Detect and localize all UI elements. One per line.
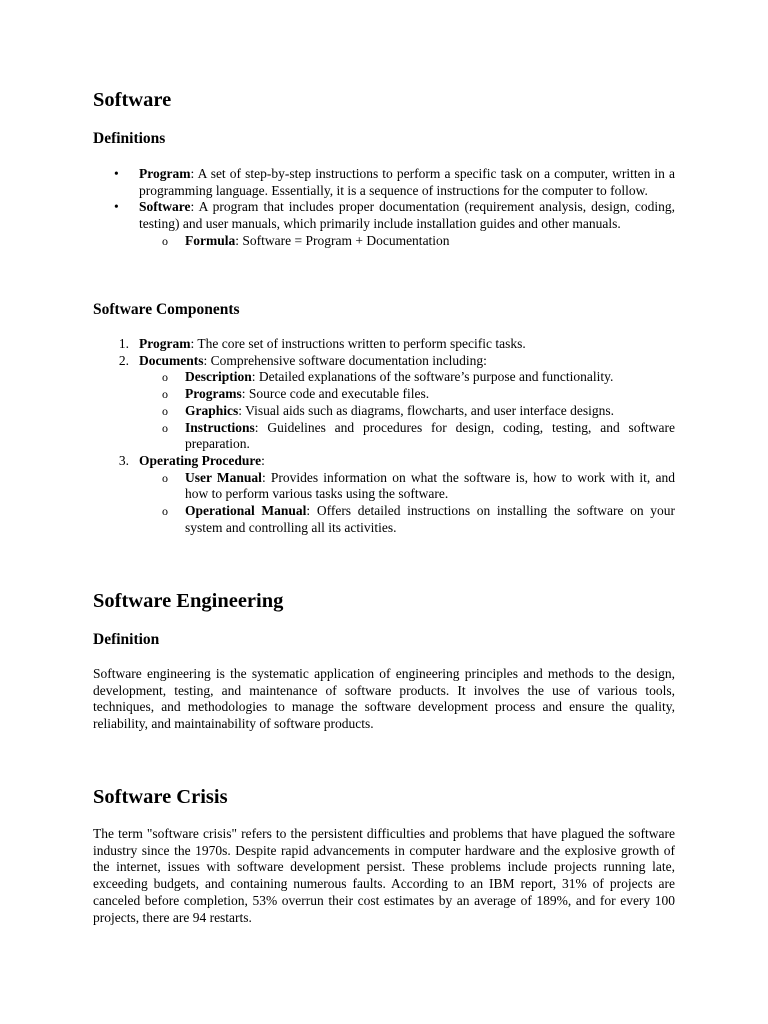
definition-text: : A program that includes proper documentation (requirement analysis, design, coding, testing) and user manuals, which primarily include installation guides and other manuals.	[139, 199, 675, 232]
sub-item-text: : Provides information on what the software is, how to work with it, and how to perform various tasks using the software.	[185, 469, 675, 502]
term-instructions: Instructions	[185, 419, 255, 435]
term-operational-manual: Operational Manual	[185, 503, 307, 519]
list-item	[93, 166, 675, 199]
component-text: :	[261, 452, 265, 468]
definitions-heading: Definitions	[93, 130, 166, 147]
term-user-manual: User Manual	[185, 469, 262, 485]
definition-heading: Definition	[93, 631, 160, 648]
sub-bullet-marker: o	[162, 470, 168, 485]
sub-list-item	[93, 403, 675, 420]
sub-item-text: : Source code and executable files.	[241, 386, 430, 402]
component-text: : The core set of instructions written to perform specific tasks.	[190, 336, 526, 351]
sub-list-item	[93, 420, 675, 453]
sub-item-text: : Offers detailed instructions on installing the software on your system and controlling all its activities.	[185, 503, 675, 535]
term-description: Description	[185, 369, 252, 385]
sub-list-item	[93, 386, 675, 403]
list-item	[93, 336, 675, 353]
sub-item-text: : Guidelines and procedures for design, coding, testing, and software preparation.	[185, 419, 675, 452]
definitions-list	[93, 166, 675, 250]
list-item	[93, 453, 675, 470]
engineering-paragraph-block	[93, 666, 675, 733]
bullet-marker: •	[114, 166, 119, 181]
term-programs: Programs	[185, 386, 242, 402]
definition-text: : A set of step-by-step instructions to perform a specific task on a computer, written in a programming language. Essentially, it is a sequence of instructions for the computer to follow.	[139, 166, 675, 198]
section-title-software: Software	[93, 89, 172, 111]
term-documents: Documents	[139, 352, 204, 368]
section-title-software-engineering: Software Engineering	[93, 590, 284, 612]
sub-list-item	[93, 233, 675, 250]
sub-bullet-marker: o	[162, 370, 168, 385]
sub-list-item	[93, 503, 675, 536]
sub-bullet-marker: o	[162, 504, 168, 519]
term-formula: Formula	[185, 232, 236, 248]
list-item	[93, 199, 675, 232]
component-text: : Comprehensive software documentation including:	[203, 352, 487, 368]
list-number: 2.	[118, 352, 129, 368]
formula-text: : Software = Program + Documentation	[235, 232, 450, 248]
list-item	[93, 353, 675, 370]
crisis-paragraph: The term "software crisis" refers to the persistent difficulties and problems that have plagued the software industry since the 1970s. Despite rapid advancements in computer hardware and the explosive growth of the internet, issues with software development persist. These problems include projects running late, exceeding budgets, and containing numerous faults. According to an IBM report, 31% of projects are canceled before completion, 53% overrun their cost estimates by an average of 189%, and for every 100 projects, there are 94 restarts.	[93, 826, 675, 925]
components-list	[93, 336, 675, 536]
term-operating-procedure: Operating Procedure	[139, 452, 262, 468]
sub-item-text: : Visual aids such as diagrams, flowcharts, and user interface designs.	[238, 402, 614, 418]
list-number: 1.	[118, 336, 129, 351]
term-program: Program	[139, 336, 191, 351]
sub-list-item	[93, 369, 675, 386]
sub-bullet-marker: o	[162, 420, 168, 435]
sub-list-item	[93, 470, 675, 503]
term-program: Program	[139, 166, 191, 181]
sub-bullet-marker: o	[162, 403, 168, 418]
term-software: Software	[139, 199, 191, 215]
bullet-marker: •	[114, 199, 119, 215]
sub-bullet-marker: o	[162, 233, 168, 248]
sub-bullet-marker: o	[162, 387, 168, 402]
crisis-paragraph-block	[93, 826, 675, 926]
sub-item-text: : Detailed explanations of the software’s purpose and functionality.	[251, 369, 614, 385]
section-title-software-crisis: Software Crisis	[93, 786, 228, 808]
term-graphics: Graphics	[185, 402, 239, 418]
components-heading: Software Components	[93, 301, 240, 318]
list-number: 3.	[118, 452, 129, 468]
engineering-paragraph: Software engineering is the systematic application of engineering principles and methods to the design, development, testing, and maintenance of software products. It involves the use of various tools, techniques, and methodologies to manage the software development process and ensure the quality, reliability, and maintainability of software products.	[93, 666, 675, 732]
